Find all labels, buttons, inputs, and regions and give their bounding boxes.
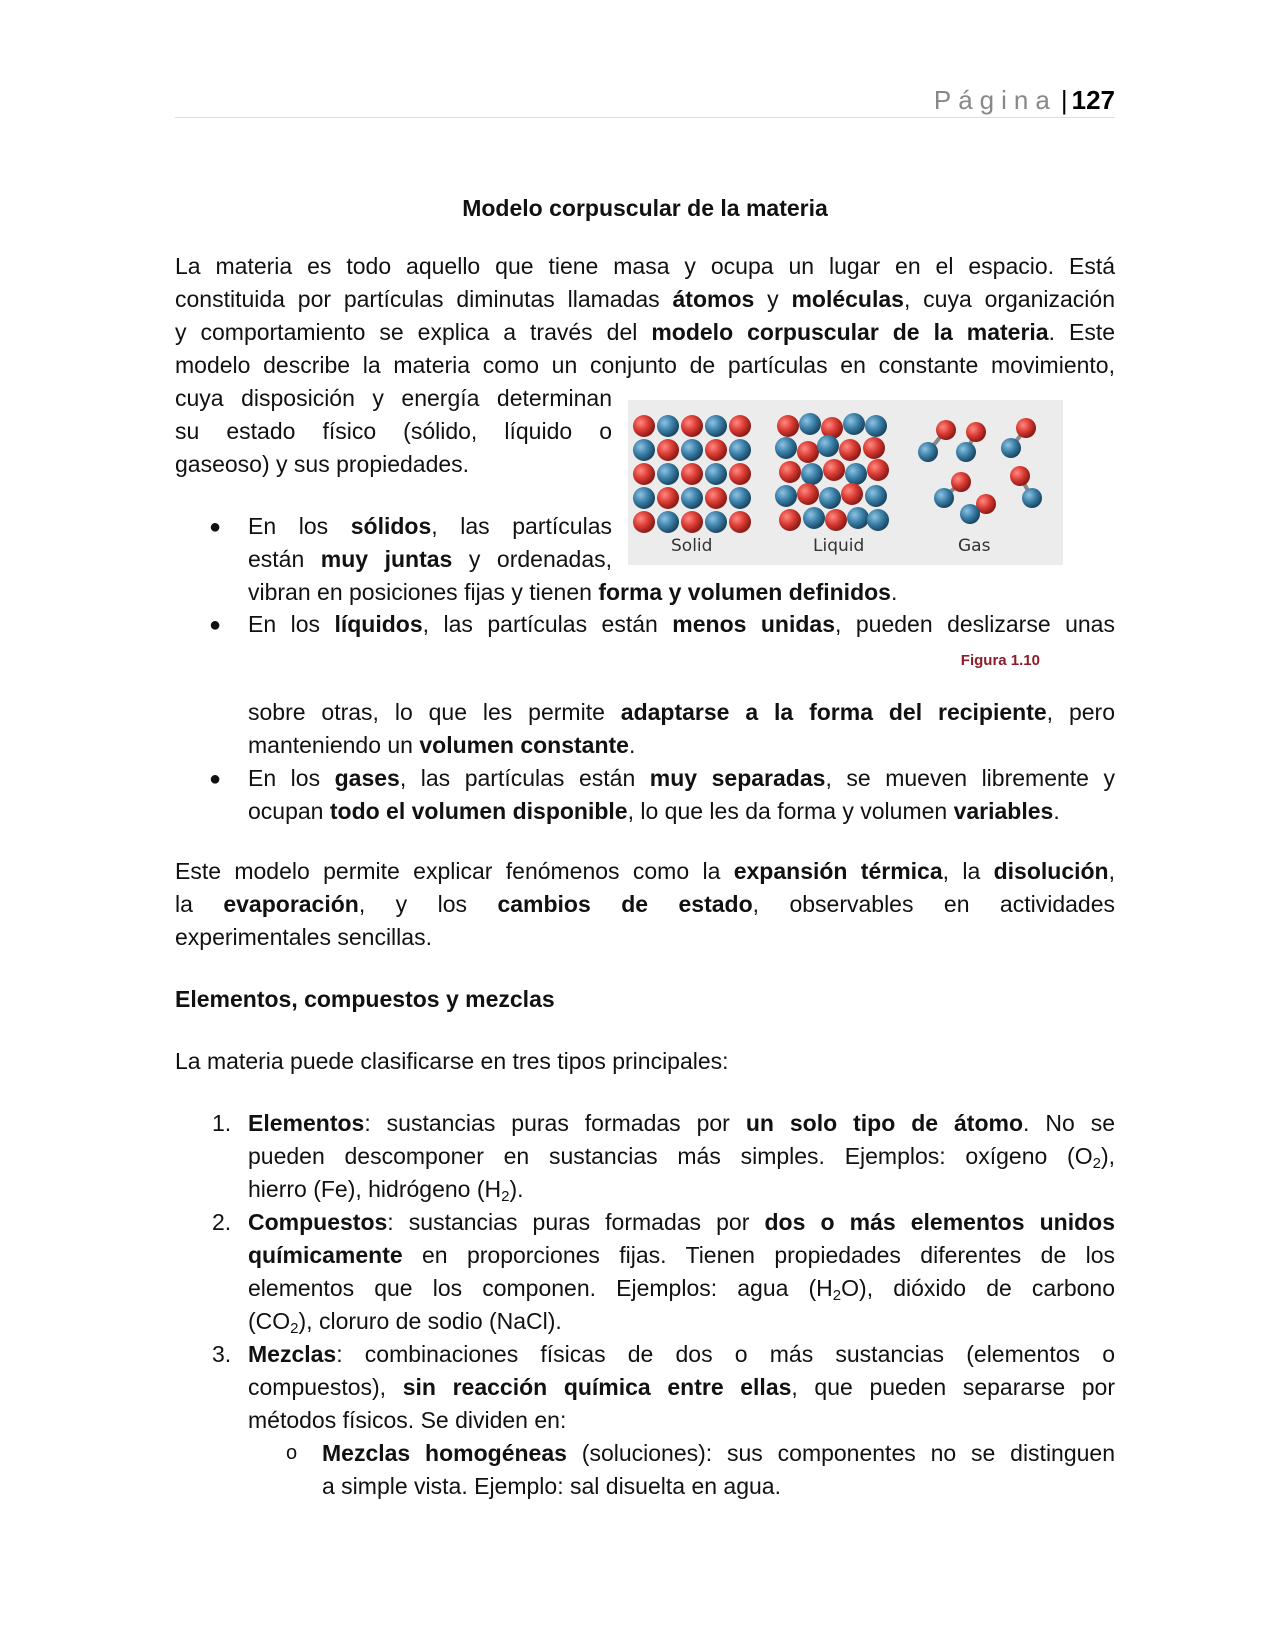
intro-line: modelo describe la materia como un conjunto de partículas en constante movimiento,	[175, 352, 1115, 378]
list-marker: 1.	[212, 1110, 232, 1136]
bullet-solid: En los sólidos, las partículas están muy juntas y ordenadas,	[248, 513, 613, 572]
solid-particle	[729, 487, 751, 509]
liquid-particle	[801, 463, 823, 485]
intro-line: y comportamiento se explica a través del modelo corpuscular de la materia. Este	[175, 319, 1115, 345]
liquid-particle	[819, 487, 841, 509]
gas-atom	[956, 442, 976, 462]
liquid-particle	[779, 461, 801, 483]
figure-label-gas: Gas	[958, 536, 991, 556]
solid-particle	[633, 415, 655, 437]
gas-atom	[934, 488, 954, 508]
intro-paragraph-narrow	[175, 382, 612, 481]
gas-atom	[918, 442, 938, 462]
gas-particles	[918, 418, 1042, 524]
liquid-particle	[841, 483, 863, 505]
gas-atom	[960, 504, 980, 524]
liquid-particle	[779, 509, 801, 531]
page-title: Modelo corpuscular de la materia	[462, 195, 828, 221]
list-marker: 2.	[212, 1209, 232, 1235]
solid-particle	[681, 487, 703, 509]
liquid-particle	[845, 463, 867, 485]
solid-particle	[705, 463, 727, 485]
liquid-particle	[839, 439, 861, 461]
gas-atom	[1010, 466, 1030, 486]
liquid-particle	[777, 415, 799, 437]
bullet-liquid-continued: sobre otras, lo que les permite adaptarse a la forma del recipiente, pero manteniendo un volumen constante.	[248, 699, 1115, 758]
liquid-particle	[775, 485, 797, 507]
intro-paragraph	[175, 250, 1115, 382]
liquid-particle	[867, 459, 889, 481]
list-item-elementos: Elementos: sustancias puras formadas por un solo tipo de átomo. No se pueden descomponer en sustancias más simples. Ejemplos: oxígeno $(O_2)$, hierro (Fe), hidrógeno $(H_2)$.	[248, 1110, 1115, 1205]
solid-particle	[705, 439, 727, 461]
bullet-liquid: En los líquidos, las partículas están menos unidas, pueden deslizarse unas	[248, 611, 1115, 637]
gas-atom	[1016, 418, 1036, 438]
liquid-particle	[823, 459, 845, 481]
liquid-particles	[775, 413, 889, 531]
liquid-particle	[865, 485, 887, 507]
liquid-particle	[843, 413, 865, 435]
list-item-compuestos: Compuestos: sustancias puras formadas por dos o más elementos unidos químicamente en proporciones fijas. Tienen propiedades diferentes de los elementos que los componen. Ejemplos: agua $(H_2O)$, dióxido de carbono $(CO_2)$, cloruro de sodio (NaCl).	[248, 1209, 1116, 1337]
liquid-particle	[865, 415, 887, 437]
gas-atom	[951, 472, 971, 492]
solid-particle	[681, 511, 703, 533]
section-heading: Elementos, compuestos y mezclas	[175, 986, 555, 1012]
intro-line: La materia es todo aquello que tiene masa y ocupa un lugar en el espacio. Está	[175, 253, 1115, 279]
bullet-solid-continued: vibran en posiciones fijas y tienen forma y volumen definidos.	[248, 579, 898, 605]
liquid-particle	[799, 413, 821, 435]
gas-atom	[1022, 488, 1042, 508]
solid-particle	[705, 511, 727, 533]
liquid-particle	[867, 509, 889, 531]
header-rule	[175, 117, 1115, 118]
solid-particle	[729, 439, 751, 461]
list-item-mezclas: Mezclas: combinaciones físicas de dos o más sustancias (elementos o compuestos), sin reacción química entre ellas, que pueden separarse por métodos físicos. Se dividen en:	[248, 1341, 1115, 1433]
solid-particle	[633, 487, 655, 509]
figure-label-solid: Solid	[671, 536, 713, 556]
solid-particle	[729, 463, 751, 485]
sublist-marker: o	[286, 1442, 298, 1464]
liquid-particle	[797, 441, 819, 463]
solid-particle	[657, 439, 679, 461]
section-intro: La materia puede clasificarse en tres tipos principales:	[175, 1048, 729, 1074]
bullet-dot: ●	[209, 768, 222, 790]
bullet-dot: ●	[209, 614, 222, 636]
gas-atom	[966, 422, 986, 442]
solid-particle	[681, 463, 703, 485]
solid-particle	[681, 439, 703, 461]
intro-line: gaseoso) y sus propiedades.	[175, 451, 470, 477]
solid-particle	[633, 463, 655, 485]
solid-particle	[729, 511, 751, 533]
intro-line: cuya disposición y energía determinan	[175, 385, 612, 411]
solid-particle	[729, 415, 751, 437]
liquid-particle	[847, 507, 869, 529]
solid-particle	[657, 487, 679, 509]
liquid-particle	[825, 509, 847, 531]
model-paragraph: Este modelo permite explicar fenómenos como la expansión térmica, la disolución, la evaporación, y los cambios de estado, observables en actividades experimentales sencillas.	[175, 858, 1115, 950]
states-of-matter-figure	[628, 400, 1063, 565]
liquid-particle	[775, 437, 797, 459]
solid-particle	[657, 415, 679, 437]
gas-atom	[1001, 438, 1021, 458]
solid-particle	[657, 511, 679, 533]
bullet-dot: ●	[209, 516, 222, 538]
solid-particle	[705, 487, 727, 509]
bullet-gas: En los gases, las partículas están muy separadas, se mueven libremente y ocupan todo el volumen disponible, lo que les da forma y volumen variables.	[248, 765, 1115, 824]
header-separator: |	[1060, 85, 1068, 115]
list-marker: 3.	[212, 1341, 232, 1367]
solid-particle	[681, 415, 703, 437]
solid-particles	[633, 415, 751, 533]
liquid-particle	[797, 483, 819, 505]
liquid-particle	[863, 437, 885, 459]
page-header	[175, 80, 1115, 120]
liquid-particle	[803, 507, 825, 529]
solid-particle	[633, 511, 655, 533]
figure-caption: Figura 1.10	[960, 652, 1040, 669]
solid-particle	[633, 439, 655, 461]
intro-line: constituida por partículas diminutas llamadas átomos y moléculas, cuya organización	[175, 286, 1115, 312]
intro-line: su estado físico (sólido, líquido o	[175, 418, 612, 444]
gas-atom	[936, 420, 956, 440]
liquid-particle	[817, 435, 839, 457]
solid-particle	[705, 415, 727, 437]
solid-particle	[657, 463, 679, 485]
page-word: Página	[933, 85, 1057, 115]
figure-label-liquid: Liquid	[813, 536, 865, 556]
sublist-item-homogeneas: Mezclas homogéneas (soluciones): sus componentes no se distinguen a simple vista. Ejemplo: sal disuelta en agua.	[322, 1440, 1116, 1499]
page-number: 127	[1071, 85, 1115, 115]
